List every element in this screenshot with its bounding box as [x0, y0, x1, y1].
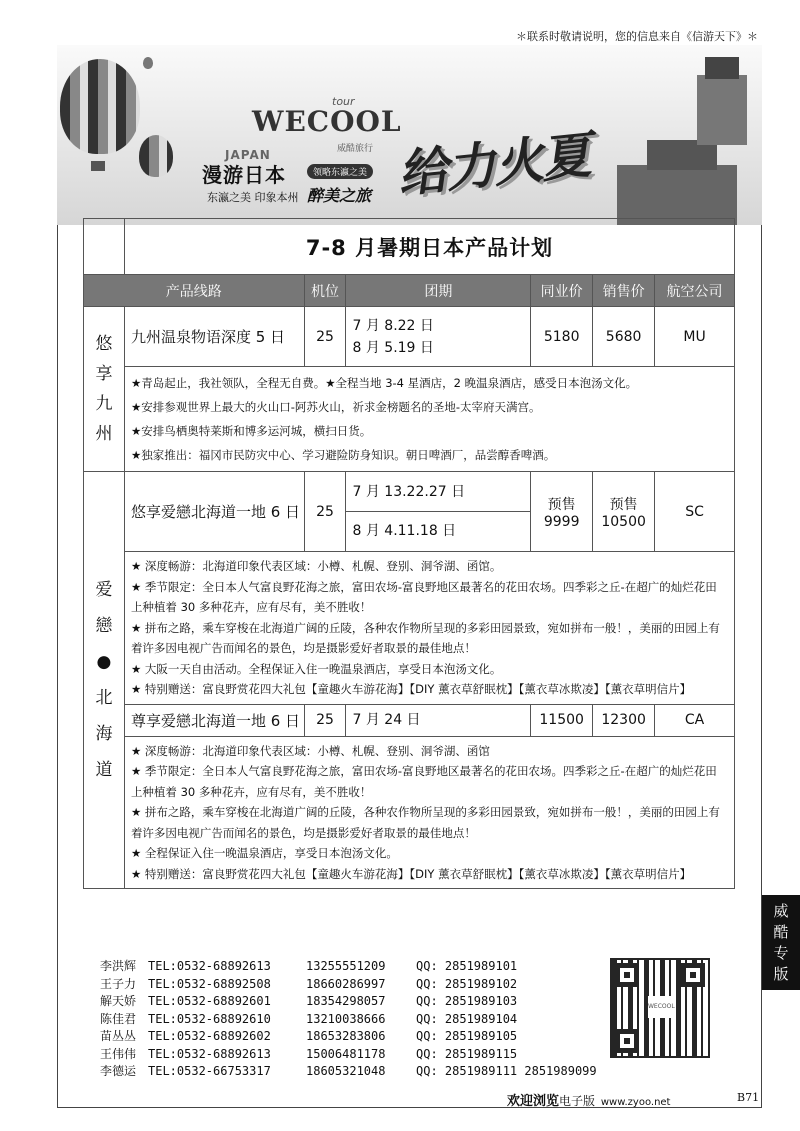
seats: 25	[304, 307, 346, 367]
page-number: B71	[737, 1091, 760, 1104]
footer-ebook: 电子版	[559, 1094, 596, 1108]
dates: 7 月 8.22 日 8 月 5.19 日	[346, 307, 531, 367]
route-name: 尊享爱戀北海道一地 6 日	[124, 704, 304, 736]
banner-zuimei: 醉美之旅	[307, 186, 372, 205]
banner-headline: 漫游日本	[202, 163, 286, 187]
section-label-hokkaido: 爱戀●北海道	[84, 472, 125, 889]
table-row	[84, 472, 735, 552]
footer	[507, 1090, 670, 1109]
product-table	[83, 218, 735, 889]
footer-welcome: 欢迎浏览	[507, 1094, 560, 1109]
table-row	[84, 704, 735, 736]
hot-air-balloon-icon	[139, 135, 173, 177]
hot-air-balloon-icon	[143, 57, 153, 69]
list-item: 王伟伟 TEL:0532-68892613 15006481178 QQ: 2851989115	[100, 1046, 518, 1061]
list-item: 李德运 TEL:0532-66753317 18605321048 QQ: 2851989111 2851989099	[100, 1064, 597, 1078]
sale-price: 预售 10500	[593, 472, 655, 552]
list-item: 解天娇 TEL:0532-68892601 18354298057 QQ: 2851989103	[100, 994, 518, 1008]
banner-tagline: 东瀛之美 印象本州	[207, 191, 299, 204]
trade-price: 5180	[531, 307, 593, 367]
airline: SC	[655, 472, 735, 552]
wecool-logo: WECOOL	[252, 105, 402, 138]
header-trade-price: 同业价	[531, 275, 593, 307]
table-row	[84, 552, 735, 705]
castle-icon	[617, 165, 737, 225]
table-header	[84, 275, 735, 307]
sale-price: 5680	[593, 307, 655, 367]
banner-pill: 领略东瀛之美	[307, 164, 373, 179]
route-description: ★ 深度畅游：北海道印象代表区域：小樽、札幌、登别、洞爷湖、函馆。 ★ 季节限定：全日本人气富良野花海之旅，富田农场-富良野地区最著名的花田农场。四季彩之丘-在超广的灿烂花田上种植着 30 多种花卉，应有尽有，美不胜收！ ★ 拼布之路，乘车穿梭在北海道广阔的丘陵，各种农作物所呈现的多彩田园景致，宛如拼布一般！，美丽的田园上有着许多因电视广告而闻名的景色，均是摄影爱好者取景的最佳地点！ ★ 大阪一天自由活动。全程保证入住一晚温泉酒店，享受日本泡汤文化。 ★ 特别赠送：富良野赏花四大礼包【童趣火车游花海】【DIY 薰衣草舒眠枕】【薰衣草冰欺凌】【薰衣草明信片】	[124, 552, 734, 705]
japan-label: JAPAN	[225, 148, 271, 162]
logo-tour: tour	[332, 95, 355, 108]
page-title: 7-8 月暑期日本产品计划	[124, 219, 734, 275]
route-name: 悠享爱戀北海道一地 6 日	[124, 472, 304, 552]
castle-top-icon	[705, 57, 739, 79]
trade-price: 11500	[531, 704, 593, 736]
balloon-basket-icon	[91, 161, 105, 171]
header-dates: 团期	[346, 275, 531, 307]
table-row	[84, 367, 735, 472]
qr-code-icon	[610, 958, 710, 1058]
route-description: ★ 深度畅游：北海道印象代表区域：小樽、札幌、登别、洞爷湖、函馆 ★ 季节限定：全日本人气富良野花海之旅，富田农场-富良野地区最著名的花田农场。四季彩之丘-在超广的灿烂花田上种植着 30 多种花卉，应有尽有，美不胜收！ ★ 拼布之路，乘车穿梭在北海道广阔的丘陵，各种农作物所呈现的多彩田园景致，宛如拼布一般！，美丽的田园上有着许多因电视广告而闻名的景色，均是摄影爱好者取景的最佳地点！ ★ 全程保证入住一晚温泉酒店，享受日本泡汤文化。 ★ 特别赠送：富良野赏花四大礼包【童趣火车游花海】【DIY 薰衣草舒眠枕】【薰衣草冰欺凌】【薰衣草明信片】	[124, 736, 734, 889]
banner	[57, 45, 762, 225]
list-item: 王子力 TEL:0532-68892508 18660286997 QQ: 2851989102	[100, 976, 518, 991]
list-item: 苗丛丛 TEL:0532-68892602 18653283806 QQ: 2851989105	[100, 1029, 518, 1043]
castle-tower-icon	[697, 75, 747, 145]
sale-price: 12300	[593, 704, 655, 736]
footer-url[interactable]: www.zyoo.net	[600, 1097, 671, 1108]
dates: 7 月 13.22.27 日 8 月 4.11.18 日	[346, 472, 531, 552]
contact-list	[100, 958, 597, 1081]
banner-slogan: 给力火夏	[394, 126, 592, 204]
seats: 25	[304, 472, 346, 552]
table-row	[84, 307, 735, 367]
trade-price: 预售 9999	[531, 472, 593, 552]
source-notice: ＊联系时敬请说明，您的信息来自《信游天下》＊	[516, 30, 758, 43]
hot-air-balloon-icon	[60, 59, 140, 154]
logo-cn: 威酷旅行	[337, 144, 374, 154]
list-item: 李洪辉 TEL:0532-68892613 13255551209 QQ: 2851989101	[100, 959, 518, 973]
route-description: ★青岛起止，我社领队，全程无自费。★全程当地 3-4 星酒店，2 晚温泉酒店，感受日本泡汤文化。 ★安排参观世界上最大的火山口-阿苏火山，祈求金榜题名的圣地-太宰府天满宫。 ★安排鸟栖奥特莱斯和博多运河城，横扫日货。 ★独家推出：福冈市民防灾中心、学习避险防身知识。朝日啤酒厂，品尝醇香啤酒。	[124, 367, 734, 472]
section-label-kyushu: 悠享九州	[84, 307, 125, 472]
list-item: 陈佳君 TEL:0532-68892610 13210038666 QQ: 2851989104	[100, 1011, 518, 1026]
airline: MU	[655, 307, 735, 367]
header-route: 产品线路	[84, 275, 305, 307]
qr-logo: WECOOL	[648, 996, 674, 1018]
airline: CA	[655, 704, 735, 736]
header-airline: 航空公司	[655, 275, 735, 307]
seats: 25	[304, 704, 346, 736]
side-tab: 威酷专版	[762, 895, 800, 990]
table-row	[84, 736, 735, 889]
dates: 7 月 24 日	[346, 704, 531, 736]
header-sale-price: 销售价	[593, 275, 655, 307]
route-name: 九州温泉物语深度 5 日	[124, 307, 304, 367]
header-seats: 机位	[304, 275, 346, 307]
